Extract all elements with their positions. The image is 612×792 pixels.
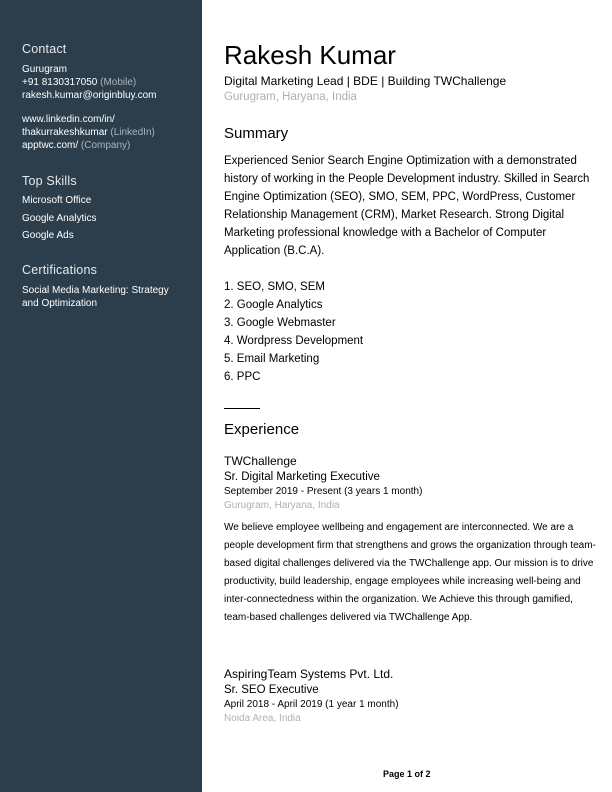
contact-heading: Contact [22, 42, 67, 56]
contact-phone-row [22, 76, 192, 89]
linkedin-url-1[interactable]: www.linkedin.com/in/ [22, 114, 115, 125]
job-location: Noida Area, India [224, 713, 301, 724]
certifications-heading: Certifications [22, 263, 98, 277]
list-item: 2. Google Analytics [224, 299, 323, 311]
certification-item: Social Media Marketing: Strategy and Optimization [22, 285, 169, 309]
job-title: Sr. Digital Marketing Executive [224, 471, 380, 483]
skill-item: Google Analytics [22, 212, 97, 224]
top-skills-heading: Top Skills [22, 174, 77, 188]
company-site-row [22, 139, 192, 152]
linkedin-url-2[interactable]: thakurrakeshkumar [22, 127, 108, 138]
contact-phone[interactable]: +91 8130317050 [22, 77, 98, 88]
profile-name: Rakesh Kumar [224, 40, 396, 70]
experience-entry [224, 666, 596, 726]
top-skills-section [22, 174, 192, 245]
job-dates: April 2018 - April 2019 (1 year 1 month) [224, 699, 399, 710]
profile-headline: Digital Marketing Lead | BDE | Building TWChallenge [224, 74, 507, 88]
contact-section [22, 42, 192, 152]
list-item: 5. Email Marketing [224, 353, 320, 365]
job-company: TWChallenge [224, 454, 297, 468]
section-divider [224, 408, 260, 409]
contact-email[interactable]: rakesh.kumar@originbluy.com [22, 90, 157, 101]
contact-phone-label: (Mobile) [100, 77, 137, 88]
job-title: Sr. SEO Executive [224, 684, 319, 696]
company-site-label: (Company) [80, 140, 131, 151]
list-item: 1. SEO, SMO, SEM [224, 281, 325, 293]
list-item: 6. PPC [224, 371, 261, 383]
list-item: 3. Google Webmaster [224, 317, 336, 329]
job-description: We believe employee wellbeing and engagement are interconnected. We are a people development firm that strengthens and grows the organization through team-based digital challenges delivered via the TWChallenge app. Our mission is to drive productivity, build leadership, engage employees while increasing well-being and inter-connectedness within the organization. We Achieve this through gamified, team-based challenges delivered via TWChallenge App. [224, 522, 596, 623]
profile-location: Gurugram, Haryana, India [224, 91, 357, 103]
page-number: Page 1 of 2 [383, 769, 431, 779]
certifications-section [22, 263, 192, 310]
summary-heading: Summary [224, 125, 289, 142]
job-location: Gurugram, Haryana, India [224, 500, 340, 511]
skill-item: Google Ads [22, 230, 74, 241]
summary-list [224, 278, 596, 386]
skill-item: Microsoft Office [22, 195, 92, 206]
summary-text: Experienced Senior Search Engine Optimization with a demonstrated history of working in the People Development industry. Skilled in Search Engine Optimization (SEO), SMO, SEM, PPC, WordPress, Customer Relationship Management (CRM), Market Research. Strong Digital Marketing professional knowledge with a Bachelor of Computer Application (B.C.A). [224, 155, 590, 257]
job-dates: September 2019 - Present (3 years 1 month) [224, 486, 423, 497]
linkedin-label: (LinkedIn) [110, 127, 155, 138]
company-site[interactable]: apptwc.com/ [22, 140, 79, 151]
experience-heading: Experience [224, 421, 300, 438]
experience-entry [224, 453, 596, 627]
list-item: 4. Wordpress Development [224, 335, 364, 347]
linkedin-row [22, 126, 192, 139]
contact-location: Gurugram [22, 64, 68, 75]
job-company: AspiringTeam Systems Pvt. Ltd. [224, 667, 394, 681]
sidebar [0, 0, 202, 792]
